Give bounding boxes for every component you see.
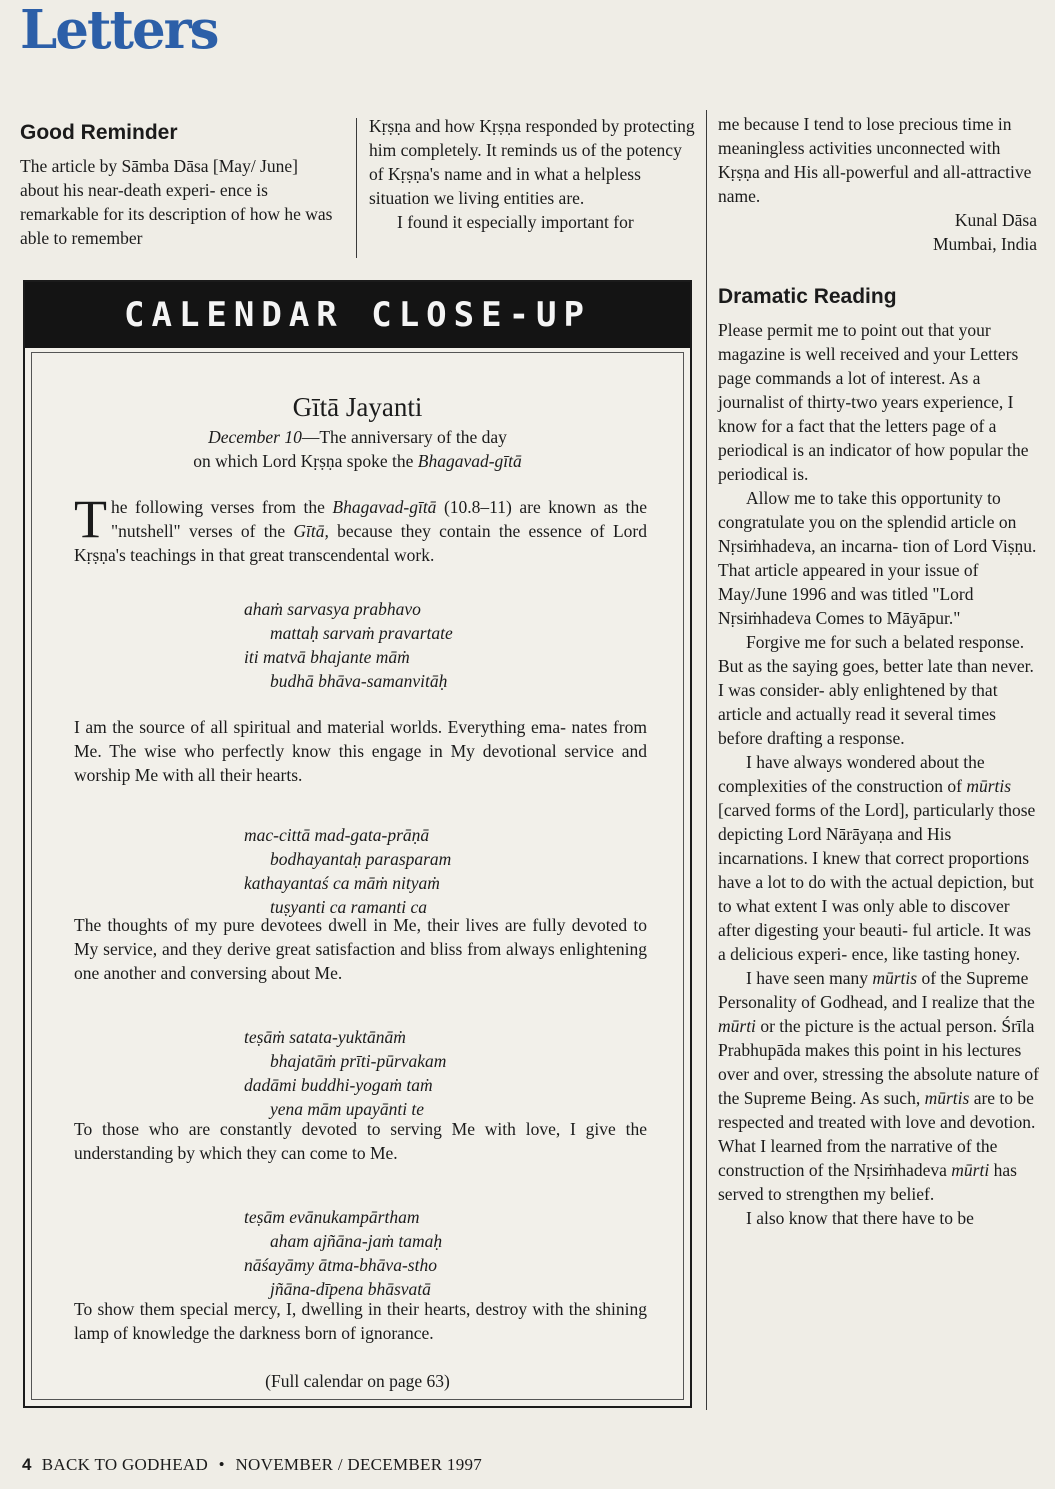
page-footer xyxy=(22,1455,482,1475)
calendar-footnote: (Full calendar on page 63) xyxy=(265,1371,450,1391)
letter1-signature-name: Kunal Dāsa xyxy=(954,210,1037,230)
letter1-text-col3: me because I tend to lose precious time in meaningless activities unconnected with Kṛṣṇa and His all-powerful and all-attractive name. xyxy=(718,114,1032,206)
calendar-inner-frame xyxy=(31,352,684,1400)
letter2-p2: Allow me to take this opportunity to congratulate you on the splendid article on Nṛsiṁhadeva, an incarna- tion of Lord Viṣṇu. That article appeared in your issue of May/June 1996 and was titled "Lord Nṛsiṁhadeva Comes to Māyāpur." xyxy=(718,488,1037,628)
letter1-signature-place: Mumbai, India xyxy=(932,234,1037,254)
calendar-intro: The following verses from the Bhagavad-gītā (10.8–11) are known as the "nutshell" verses of the Gītā, because they contain the essence of Lord Kṛṣṇa's teachings in that great transcendental work. xyxy=(74,489,647,565)
letter2-p6: I also know that there have to be xyxy=(746,1208,974,1228)
letter2-p1: Please permit me to point out that your magazine is well received and your Letters page commands a lot of interest. As a journalist of thirty-two years experience, I know for a fact that the letters page of a periodical is an indicator of how popular the periodical is. xyxy=(718,320,1029,484)
footer-separator: • xyxy=(218,1455,225,1474)
calendar-title: Gītā Jayanti xyxy=(292,392,423,422)
verse-4: teṣām evānukampārtham aham ajñāna-jaṁ tamaḥ nāśayāmy ātma-bhāva-stho jñāna-dīpena bhāsvatā xyxy=(244,1207,443,1299)
calendar-banner: CALENDAR CLOSE-UP xyxy=(25,282,690,348)
issue-date: NOVEMBER / DECEMBER 1997 xyxy=(235,1455,483,1474)
magazine-name: BACK TO GODHEAD xyxy=(41,1455,209,1474)
verse-3: teṣāṁ satata-yuktānāṁ bhajatāṁ prīti-pūrvakam dadāmi buddhi-yogaṁ taṁ yena mām upayānti te xyxy=(244,1027,447,1119)
translation-2: The thoughts of my pure devotees dwell in Me, their lives are fully devoted to My service, and they derive great satisfaction and bliss from always enlightening one another and conversing about Me. xyxy=(74,915,647,983)
letter1-heading: Good Reminder xyxy=(20,121,178,144)
letter2-p4: I have always wondered about the complexities of the construction of mūrtis [carved forms of the Lord], particularly those depicting Lord Nārāyaṇa and His incarnations. I knew that correct proportions have a lot to do with the actual depiction, but to what extent I was only able to discover after digesting your beauti- ful article. It was a delicious experi- ence, like tasting honey. xyxy=(718,752,1036,964)
calendar-subtitle: December 10—The anniversary of the day on which Lord Kṛṣṇa spoke the Bhagavad-gītā xyxy=(193,427,522,471)
column-divider-1 xyxy=(356,118,357,258)
verse-1: ahaṁ sarvasya prabhavo mattaḥ sarvaṁ pravartate iti matvā bhajante māṁ budhā bhāva-samanvitāḥ xyxy=(244,599,453,691)
letter1-text-col1: The article by Sāmba Dāsa [May/ June] about his near-death experi- ence is remarkable for its description of how he was able to remember xyxy=(20,156,333,248)
verse-2: mac-cittā mad-gata-prāṇā bodhayantaḥ parasparam kathayantaś ca māṁ nityaṁ tuṣyanti ca ramanti ca xyxy=(244,825,452,917)
letter2-p5: I have seen many mūrtis of the Supreme Personality of Godhead, and I realize that the mūrti or the picture is the actual person. Śrīla Prabhupāda makes this point in his lectures over and over, stressing the absolute nature of the Supreme Being. As such, mūrtis are to be respected and treated with love and devotion. What I learned from the narrative of the construction of the Nṛsiṁhadeva mūrti has served to strengthen my belief. xyxy=(718,968,1040,1204)
letter1-text-col2: Kṛṣṇa and how Kṛṣṇa responded by protecting him completely. It reminds us of the potency of Kṛṣṇa's name and in what a helpless situation we living entities are. xyxy=(369,116,695,208)
calendar-close-up-box xyxy=(23,280,692,1408)
letter2-p3: Forgive me for such a belated response. But as the saying goes, better late than never. I was consider- ably enlightened by that article and actually read it several times before drafting a response. xyxy=(718,632,1034,748)
page-title: Letters xyxy=(20,0,218,61)
page-number: 4 xyxy=(22,1455,32,1474)
column-divider-2 xyxy=(706,110,707,1410)
translation-4: To show them special mercy, I, dwelling in their hearts, destroy with the shining lamp of knowledge the darkness born of ignorance. xyxy=(74,1299,647,1343)
translation-1: I am the source of all spiritual and material worlds. Everything ema- nates from Me. The wise who perfectly know this engage in My devotional service and worship Me with all their hearts. xyxy=(74,717,647,785)
right-column xyxy=(718,112,1040,1230)
letter1-col2 xyxy=(369,114,695,234)
letter2-heading: Dramatic Reading xyxy=(718,285,897,308)
letter1-col1 xyxy=(20,120,340,250)
translation-3: To those who are constantly devoted to serving Me with love, I give the understanding by which they can come to Me. xyxy=(74,1119,647,1163)
letter1-text-col2-b: I found it especially important for xyxy=(397,212,634,232)
drop-cap: T xyxy=(74,489,107,549)
